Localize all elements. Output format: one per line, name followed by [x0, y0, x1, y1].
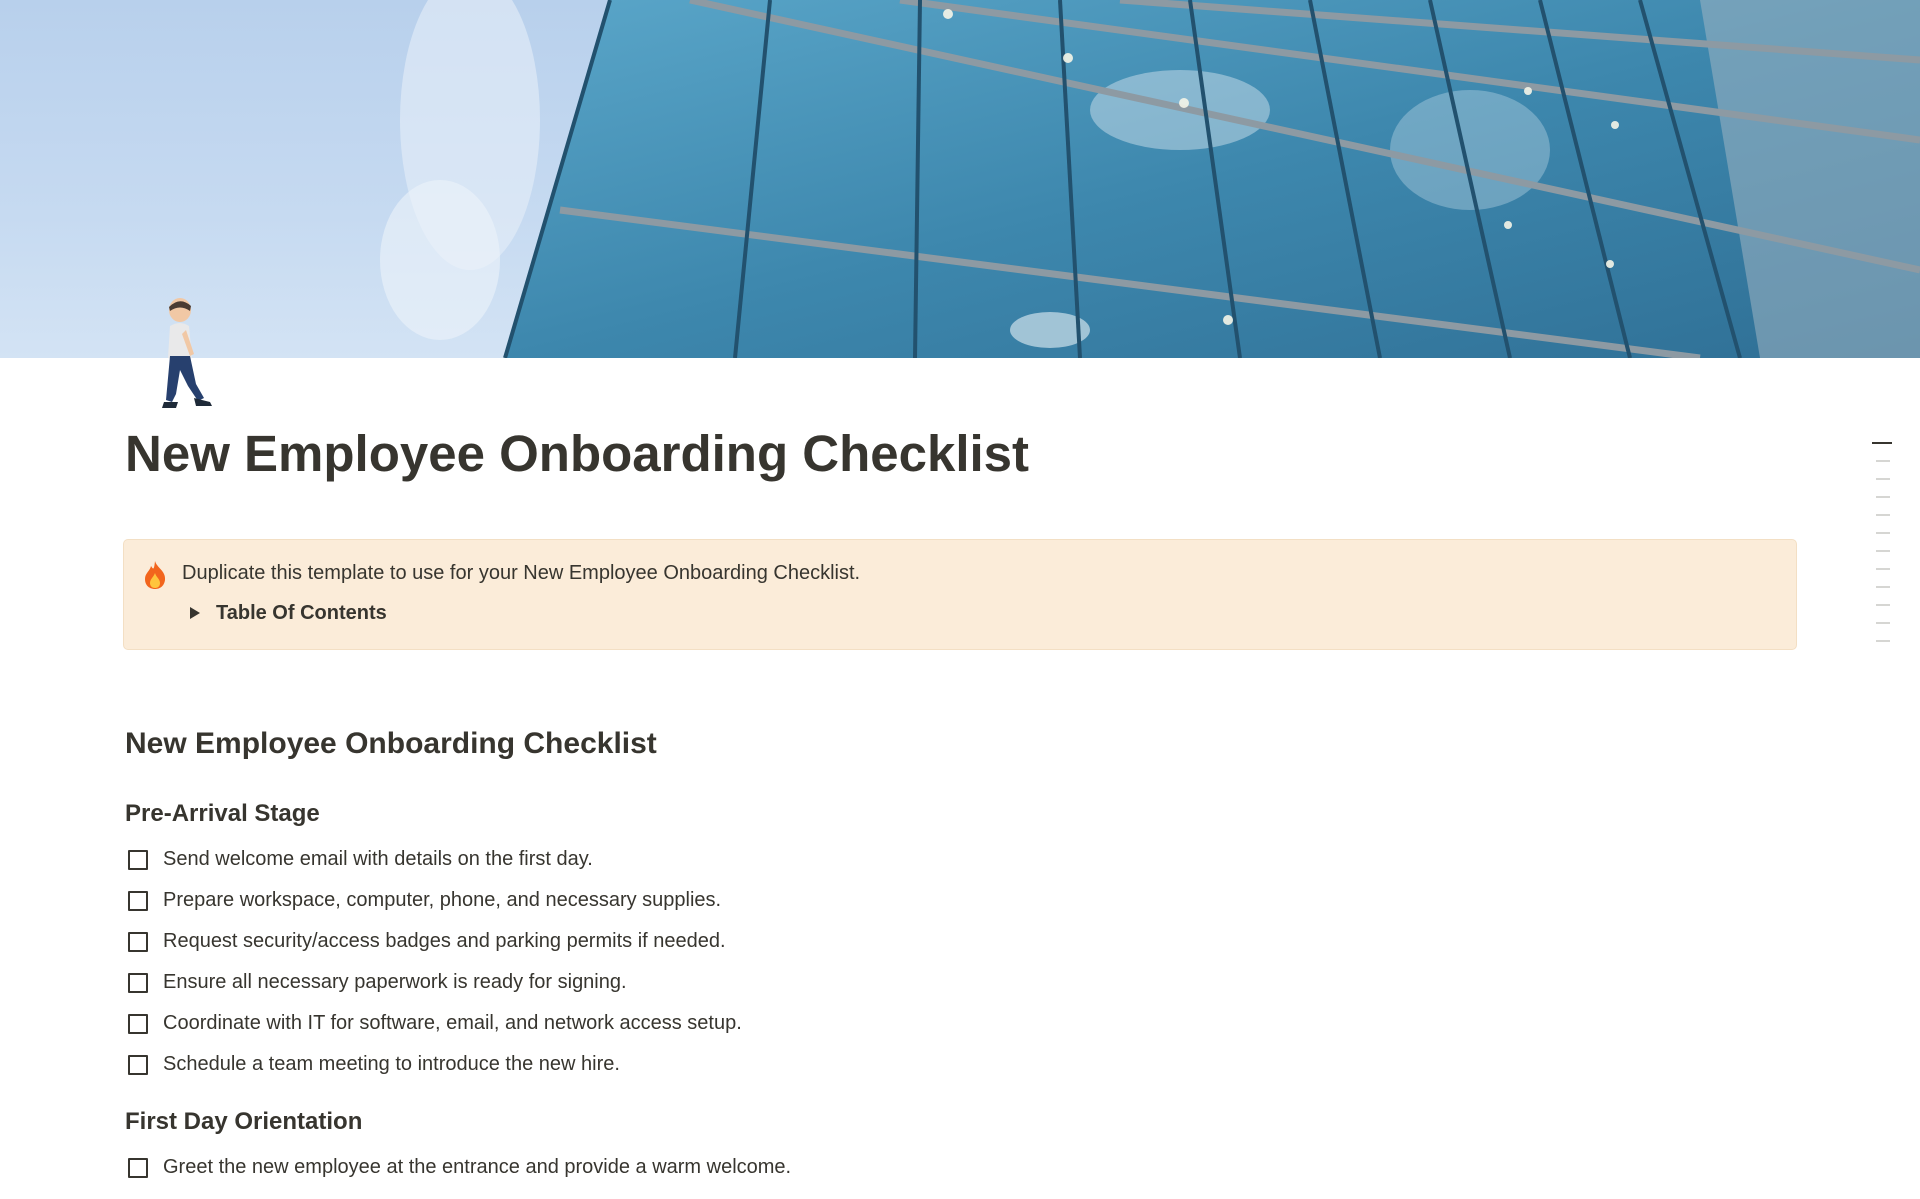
- page-cover-image[interactable]: [0, 0, 1920, 358]
- todo-checkbox[interactable]: [128, 1055, 148, 1075]
- toc-dash[interactable]: [1876, 622, 1890, 624]
- todo-checkbox[interactable]: [128, 1014, 148, 1034]
- toggle-table-of-contents[interactable]: [190, 598, 387, 628]
- section-heading[interactable]: New Employee Onboarding Checklist: [125, 727, 657, 760]
- todo-text[interactable]: Request security/access badges and parking permits if needed.: [163, 930, 726, 952]
- toggle-triangle-icon[interactable]: [190, 607, 200, 619]
- todo-checkbox[interactable]: [128, 1158, 148, 1178]
- toc-dash-active[interactable]: [1872, 442, 1892, 444]
- callout-block[interactable]: [123, 539, 1797, 650]
- person-walking-icon[interactable]: [152, 298, 218, 412]
- todo-text[interactable]: Prepare workspace, computer, phone, and necessary supplies.: [163, 889, 722, 911]
- todo-text[interactable]: Send welcome email with details on the first day.: [163, 848, 593, 870]
- toc-dash[interactable]: [1876, 586, 1890, 588]
- building-illustration: [0, 0, 1920, 358]
- todo-text[interactable]: Ensure all necessary paperwork is ready for signing.: [163, 971, 627, 993]
- todo-text[interactable]: Coordinate with IT for software, email, and network access setup.: [163, 1012, 742, 1034]
- todo-item: [128, 1003, 742, 1044]
- todo-text[interactable]: Greet the new employee at the entrance and provide a warm welcome.: [163, 1156, 792, 1178]
- page-title[interactable]: New Employee Onboarding Checklist: [125, 425, 1030, 482]
- toc-dash[interactable]: [1876, 478, 1890, 480]
- toc-dash[interactable]: [1876, 460, 1890, 462]
- fire-icon: [142, 560, 168, 590]
- todo-item: [128, 1147, 791, 1188]
- todo-item: [128, 880, 742, 921]
- callout-text: Duplicate this template to use for your New Employee Onboarding Checklist.: [182, 562, 861, 584]
- todo-text[interactable]: Schedule a team meeting to introduce the new hire.: [163, 1053, 620, 1075]
- todo-item: [128, 921, 742, 962]
- toc-dash[interactable]: [1876, 550, 1890, 552]
- todo-checkbox[interactable]: [128, 973, 148, 993]
- toc-dash[interactable]: [1876, 604, 1890, 606]
- todo-list-first-day: [128, 1147, 791, 1188]
- subheading-pre-arrival[interactable]: Pre-Arrival Stage: [125, 800, 320, 827]
- toc-dash[interactable]: [1876, 496, 1890, 498]
- todo-item: [128, 839, 742, 880]
- todo-checkbox[interactable]: [128, 850, 148, 870]
- toc-dash[interactable]: [1876, 568, 1890, 570]
- toggle-label: Table Of Contents: [216, 601, 387, 624]
- todo-item: [128, 962, 742, 1003]
- todo-checkbox[interactable]: [128, 891, 148, 911]
- toc-dash[interactable]: [1876, 532, 1890, 534]
- toc-dash[interactable]: [1876, 640, 1890, 642]
- subheading-first-day[interactable]: First Day Orientation: [125, 1108, 363, 1135]
- todo-checkbox[interactable]: [128, 932, 148, 952]
- toc-dash[interactable]: [1876, 514, 1890, 516]
- todo-list-pre-arrival: [128, 839, 742, 1085]
- toc-minimap[interactable]: [1872, 440, 1894, 650]
- todo-item: [128, 1044, 742, 1085]
